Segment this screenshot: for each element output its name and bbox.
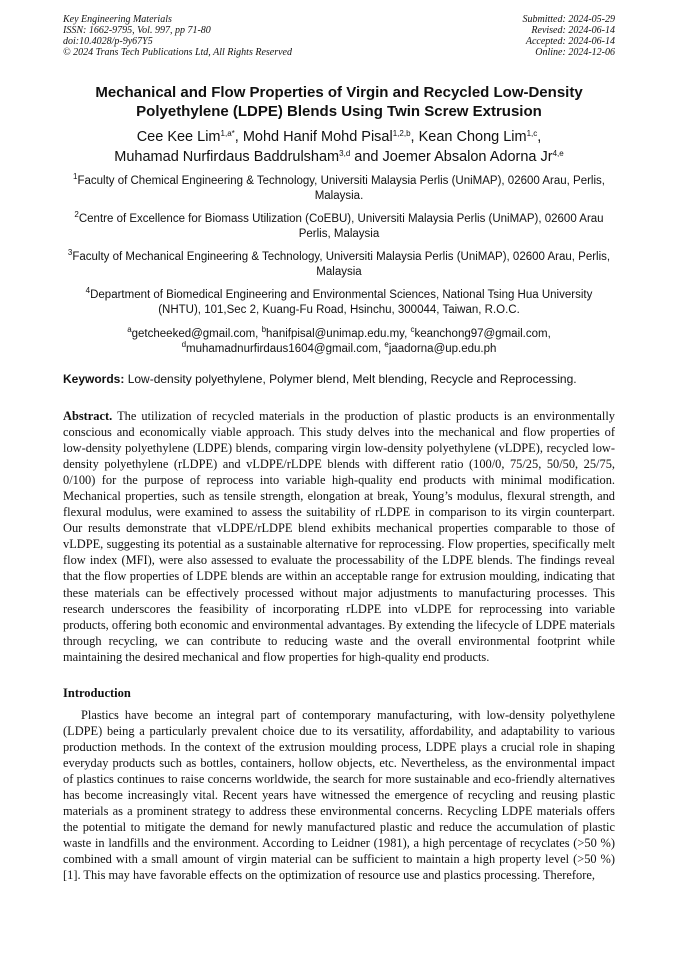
journal-header [63, 14, 615, 58]
affiliation-4 [63, 288, 615, 318]
date-submitted: Submitted: 2024-05-29 [522, 14, 615, 25]
affiliation-marker: 1 [73, 172, 78, 181]
author-affiliation-marker: 3,d [339, 149, 351, 158]
date-revised: Revised: 2024-06-14 [531, 25, 615, 36]
author-affiliation-marker: 1,2,b [392, 129, 411, 138]
affiliation-text: Centre of Excellence for Biomass Utilization (CoEBU), Universiti Malaysia Perlis (UniMAP), 02600 Arau Perlis, Malaysia [78, 213, 604, 240]
email-address: jaadorna@up.edu.ph [388, 343, 497, 355]
keywords-label: Keywords: [63, 372, 125, 386]
author-separator: , [410, 129, 419, 145]
affiliation-2 [63, 212, 615, 242]
author-affiliation-marker: 4,e [552, 149, 564, 158]
date-online: Online: 2024-12-06 [535, 47, 615, 58]
keywords [63, 372, 615, 387]
author-affiliation-marker: 1,a* [220, 129, 235, 138]
abstract [63, 408, 615, 665]
journal-info [63, 14, 292, 58]
keywords-text: Low-density polyethylene, Polymer blend, Melt blending, Recycle and Reprocessing. [127, 372, 577, 386]
affiliation-text: Faculty of Chemical Engineering & Technology, Universiti Malaysia Perlis (UniMAP), 02600 Arau, Perlis, Malaysia. [77, 175, 605, 202]
author-separator: and [350, 149, 383, 165]
submission-dates [523, 14, 616, 58]
journal-name: Key Engineering Materials [63, 14, 172, 25]
author-separator: , [234, 129, 243, 145]
affiliation-3 [63, 250, 615, 280]
introduction-paragraph: Plastics have become an integral part of contemporary manufacturing, with low-density polyethylene (LDPE) being a particularly prevalent choice due to its versatility, affordability, and adaptability to various production methods. In the context of the extrusion moulding process, LDPE plays a crucial role in shaping everyday products such as bottles, containers, hollow objects, etc. Nevertheless, as the environmental impact of plastics continues to raise concerns worldwide, the search for more sustainable and eco-friendly alternatives has become increasingly vital. Recent years have witnessed the emergence of recycling and reusing plastic materials as a prominent strategy to address these environmental concerns. Recycling LDPE materials offers the potential to mitigate the demand for newly manufactured plastic and reduce the accumulation of plastic waste in landfills and the environment. According to Leidner (1981), a high percentage of recyclates (>50 %) combined with a small amount of virgin material can be sufficient to maintain a high property level (>50 %) [1]. This may have favorable effects on the optimization of resource use and plastics processing. Therefore, [63, 707, 615, 883]
author-affiliation-marker: 1,c [526, 129, 538, 138]
email-marker: e [384, 340, 389, 349]
affiliation-marker: 2 [74, 210, 79, 219]
email-marker: d [181, 340, 187, 349]
author-emails [63, 327, 615, 357]
abstract-text: The utilization of recycled materials in the production of plastic products is an environmentally conscious and economically viable approach. This study delves into the mechanical and flow properties of low-density polyethylene (LDPE) blends, comparing virgin low-density polyethylene (vLDPE), recycled low-density polyethylene (rLDPE) and vLDPE/rLDPE blends with different ratio (100/0, 75/25, 50/50, 25/75, 0/100) for the purpose of reprocess into variable high-quality end products with minimal modification. Mechanical properties, such as tensile strength, elongation at break, Young’s modulus, flexural strength, and flexural modulus, were examined to assess the suitability of rLDPE in comparison to its virgin counterpart. Our results demonstrate that vLDPE/rLDPE blend exhibits mechanical properties comparable to those of vLDPE, suggesting its potential as a sustainable alternative for reprocessing. Flow properties, specifically melt flow index (MFI), were also assessed to evaluate the processability of the LDPE blends. The findings reveal that the flow properties of LDPE blends are within an acceptable range for extrusion moulding, indicating that these materials can be effectively processed without major adjustments to manufacturing processes. This research underscores the feasibility of incorporating rLDPE into vLDPE for reprocessing into variable products, offering both economic and environmental advantages. By extending the lifecycle of LDPE materials through recycling, we can contribute to reducing waste and the overall environmental footprint while maintaining the desired mechanical and flow properties for high-quality end products. [63, 409, 615, 664]
author-list [63, 127, 615, 167]
affiliation-text: Faculty of Mechanical Engineering & Technology, Universiti Malaysia Perlis (UniMAP), 02600 Arau, Perlis, Malaysia [72, 251, 611, 278]
author-name: Kean Chong Lim [418, 129, 527, 145]
email-marker: c [410, 325, 415, 334]
email-marker: a [127, 325, 132, 334]
author-separator: , [537, 129, 542, 145]
date-accepted: Accepted: 2024-06-14 [525, 36, 615, 47]
introduction-heading: Introduction [63, 685, 131, 700]
affiliation-1 [63, 174, 615, 204]
paper-title: Mechanical and Flow Properties of Virgin and Recycled Low-Density Polyethylene (LDPE) Blends Using Twin Screw Extrusion [95, 84, 583, 120]
affiliation-text: Department of Biomedical Engineering and Environmental Sciences, National Tsing Hua University (NHTU), 101,Sec 2, Kuang-Fu Road, Hsinchu, 300044, Taiwan, R.O.C. [90, 289, 593, 316]
journal-copyright: © 2024 Trans Tech Publications Ltd, All Rights Reserved [63, 47, 292, 58]
author-name: Joemer Absalon Adorna Jr [382, 149, 553, 165]
journal-doi: doi:10.4028/p-9y67Y5 [63, 36, 153, 47]
email-address: hanifpisal@unimap.edu.my, [266, 328, 411, 340]
author-name: Muhamad Nurfirdaus Baddrulsham [114, 149, 340, 165]
abstract-label: Abstract. [63, 409, 113, 423]
affiliation-marker: 4 [85, 286, 91, 295]
email-address: keanchong97@gmail.com, [414, 328, 551, 340]
author-name: Cee Kee Lim [136, 129, 221, 145]
email-marker: b [261, 325, 267, 334]
email-address: getcheeked@gmail.com, [131, 328, 262, 340]
email-address: muhamadnurfirdaus1604@gmail.com, [186, 343, 385, 355]
journal-issn: ISSN: 1662-9795, Vol. 997, pp 71-80 [63, 25, 211, 36]
author-name: Mohd Hanif Mohd Pisal [242, 129, 393, 145]
affiliation-marker: 3 [67, 248, 73, 257]
